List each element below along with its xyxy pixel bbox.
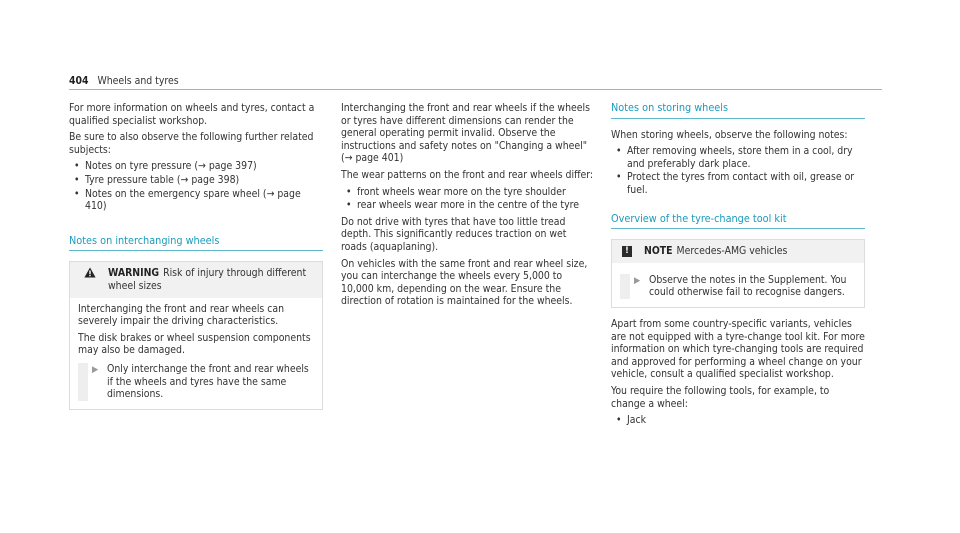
column-left (69, 102, 323, 410)
list-item: • After removing wheels, store them in a cool, dry and preferably dark place. (611, 145, 865, 170)
instruction-step (620, 274, 856, 299)
list-item[interactable]: • Notes on the emergency spare wheel (→ page 410) (69, 188, 323, 213)
page-header-title: Wheels and tyres (97, 75, 179, 87)
section-title-tool-kit: Overview of the tyre-change tool kit (611, 213, 865, 230)
warning-paragraph: Interchanging the front and rear wheels can severely impair the driving characteristics. (78, 302, 285, 328)
instruction-bar (78, 363, 88, 401)
warning-text: Risk of injury through different wheel sizes (108, 267, 307, 292)
warning-triangle-icon (84, 267, 98, 282)
note-header (612, 240, 864, 263)
related-subjects-paragraph: Be sure to also observe the following further related subjects: (69, 131, 314, 156)
paragraph: On vehicles with the same front and rear wheel size, you can interchange the wheels every 5,000 to 10,000 km, depending on the wear. Ensure the direction of rotation is maintained for the wheels. (341, 257, 588, 308)
paragraph: The wear patterns on the front and rear wheels differ: (341, 168, 594, 181)
note-text: Mercedes-AMG vehicles (676, 245, 788, 258)
note-body (612, 263, 864, 307)
list-item: • Protect the tyres from contact with oil, grease or fuel. (611, 171, 865, 196)
list-item[interactable]: • Notes on tyre pressure (→ page 397) (69, 160, 323, 173)
warning-paragraph: The disk brakes or wheel suspension components may also be damaged. (78, 331, 311, 357)
exclamation-square-icon: ! (622, 246, 632, 257)
paragraph: You require the following tools, for example, to change a wheel: (611, 384, 830, 410)
instruction-step (78, 363, 314, 401)
paragraph: Apart from some country-specific variants, vehicles are not equipped with a tyre-change tool kit. For more information on which tyre-changing tools are required and approved for performing a wheel change on your vehicle, consult a qualified specialist workshop. (611, 317, 865, 381)
warning-body (70, 298, 322, 409)
list-item: • front wheels wear more on the tyre shoulder (341, 186, 595, 199)
page-header (69, 75, 179, 88)
paragraph: Do not drive with tyres that have too little tread depth. This significantly reduces traction on wet roads (aquaplaning). (341, 215, 567, 253)
page-number: 404 (69, 75, 89, 87)
column-right (611, 102, 865, 431)
list-item[interactable]: • Tyre pressure table (→ page 398) (69, 174, 323, 187)
section-title-interchanging: Notes on interchanging wheels (69, 235, 323, 252)
warning-box (69, 261, 323, 409)
instruction-text: Observe the notes in the Supplement. You could otherwise fail to recognise dangers. (649, 273, 847, 299)
note-box (611, 239, 865, 308)
paragraph: Interchanging the front and rear wheels if the wheels or tyres have different dimensions can render the general operating permit invalid. Observe the instructions and safety notes on "Changing a wheel" (→ page 401) (341, 102, 590, 165)
list-item: • Jack (611, 414, 865, 427)
warning-label: WARNING (108, 267, 160, 280)
tools-list (611, 414, 865, 427)
list-item: • rear wheels wear more in the centre of the tyre (341, 199, 595, 212)
column-middle (341, 102, 595, 312)
wear-pattern-list (341, 186, 595, 212)
warning-header (70, 262, 322, 297)
storing-list (611, 145, 865, 196)
instruction-bar (620, 274, 630, 299)
header-divider (69, 89, 882, 90)
instruction-text: Only interchange the front and rear wheels if the wheels and tyres have the same dimensions. (107, 362, 309, 401)
section-title-storing: Notes on storing wheels (611, 102, 865, 119)
play-arrow-icon: ▶ (634, 275, 641, 286)
play-arrow-icon: ▶ (92, 364, 99, 375)
intro-paragraph: For more information on wheels and tyres, contact a qualified specialist workshop. (69, 102, 315, 127)
note-label: NOTE (644, 245, 673, 258)
related-subjects-list (69, 160, 323, 212)
paragraph: When storing wheels, observe the following notes: (611, 128, 848, 141)
